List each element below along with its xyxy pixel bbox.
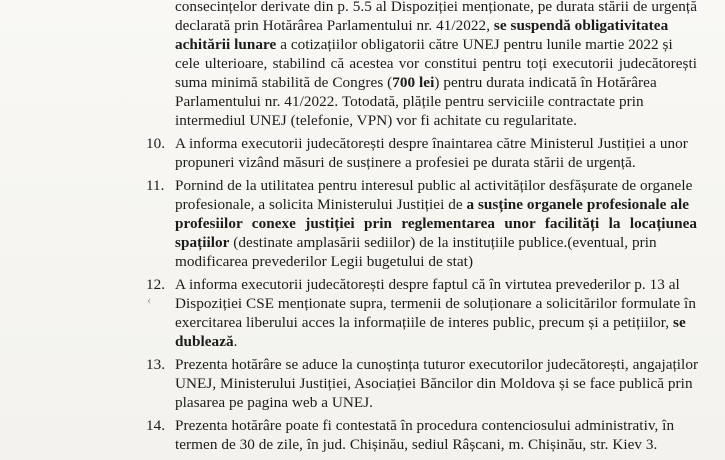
p12-bold-doubled: dublează bbox=[175, 333, 234, 350]
p9-line-2: declarată prin Hotărârea Parlamentului nr. 41/2022, se suspendă obligativitatea bbox=[175, 17, 669, 34]
p11-line-1: Pornind de la utilitatea pentru interesul public al activităților desfășurate de organele bbox=[175, 177, 693, 194]
p13-line-3: plasarea pe pagina web a UNEJ. bbox=[175, 394, 374, 411]
p11-line-2: profesionale, a solicita Ministerului Justiției de a susține organele profesionale ale bbox=[175, 196, 690, 213]
p9-line-4: cele ulterioare, stabilind că acestea vor constitui pentru toți executorii judecătorești bbox=[175, 55, 697, 72]
p13-number: 13. bbox=[146, 356, 165, 373]
p14-line-2: termen de 30 de zile, în jud. Chișinău, sediul Râșcani, m. Chișinău, str. Kiev 3. bbox=[175, 436, 658, 453]
p13-line-2: UNEJ, Ministerului Justiției, Asociației Băncilor din Moldova și se face publică prin bbox=[175, 375, 693, 392]
p9-line-3: achitării lunare a cotizațiilor obligatorii către UNEJ pentru lunile martie 2022 și bbox=[175, 36, 673, 53]
p14-line-1: Prezenta hotărâre poate fi contestată în procedura contenciosului administrativ, în bbox=[175, 417, 675, 434]
p10-line-1: A informa executorii judecătorești despre înaintarea către Ministerul Justiției a unor bbox=[175, 135, 688, 152]
p12-line-2: Dispoziției CSE menționate supra, termenii de soluționare a solicitărilor formulate în bbox=[175, 295, 696, 312]
p12-bold-se: se bbox=[672, 314, 686, 331]
p12-line-1: A informa executorii judecătorești despre faptul că în virtutea prevederilor p. 13 al bbox=[175, 276, 680, 293]
p12-line-4: dublează. bbox=[175, 333, 238, 350]
p11-line-4: spațiilor (destinate amplasării sediilor) de la instituțiile publice.(eventual, prin bbox=[175, 234, 657, 251]
p9-bold-suspend: se suspendă obligativitatea bbox=[493, 17, 669, 34]
p9-line-7: intermediul UNEJ (telefonie, VPN) vor fi achitate cu regularitate. bbox=[175, 112, 577, 129]
p11-line-5: modificarea prevederilor Legii bugetului de stat) bbox=[175, 253, 474, 270]
p13-line-1: Prezenta hotărâre se aduce la cunoștința tuturor executorilor judecătorești, angajaților bbox=[175, 356, 699, 373]
p9-line-5: suma minimă stabilită de Congres (700 lei) pentru durata indicată în Hotărârea bbox=[175, 74, 657, 91]
p9-line-6: Parlamentului nr. 41/2022. Totodată, plățile pentru serviciile contractate prin bbox=[175, 93, 644, 110]
p9-bold-amount: 700 lei bbox=[392, 74, 435, 91]
p10-number: 10. bbox=[146, 135, 165, 152]
p10-line-2: propuneri vizând măsuri de susținere a profesiei pe durata stării de urgență. bbox=[175, 154, 636, 171]
p11-bold-spaces: spațiilor bbox=[175, 234, 230, 251]
p11-number: 11. bbox=[146, 177, 165, 194]
p12-number: 12. bbox=[146, 276, 165, 293]
p11-line-3: profesiilor conexe justiției prin reglementarea unor facilități la locațiunea bbox=[175, 215, 697, 232]
p12-line-3: exercitarea liberului acces la informațiile de interes public, precum și a petițiilor, se bbox=[175, 314, 686, 331]
p9-bold-monthly: achitării lunare bbox=[175, 36, 277, 53]
p9-line-1: consecințelor derivate din p. 5.5 al Dispoziției menționate, pe durata stării de urgență bbox=[175, 0, 697, 15]
scan-mark-icon: ‹ bbox=[147, 292, 152, 307]
p11-bold-support: a susține organele profesionale ale bbox=[466, 196, 690, 213]
p14-number: 14. bbox=[146, 417, 165, 434]
